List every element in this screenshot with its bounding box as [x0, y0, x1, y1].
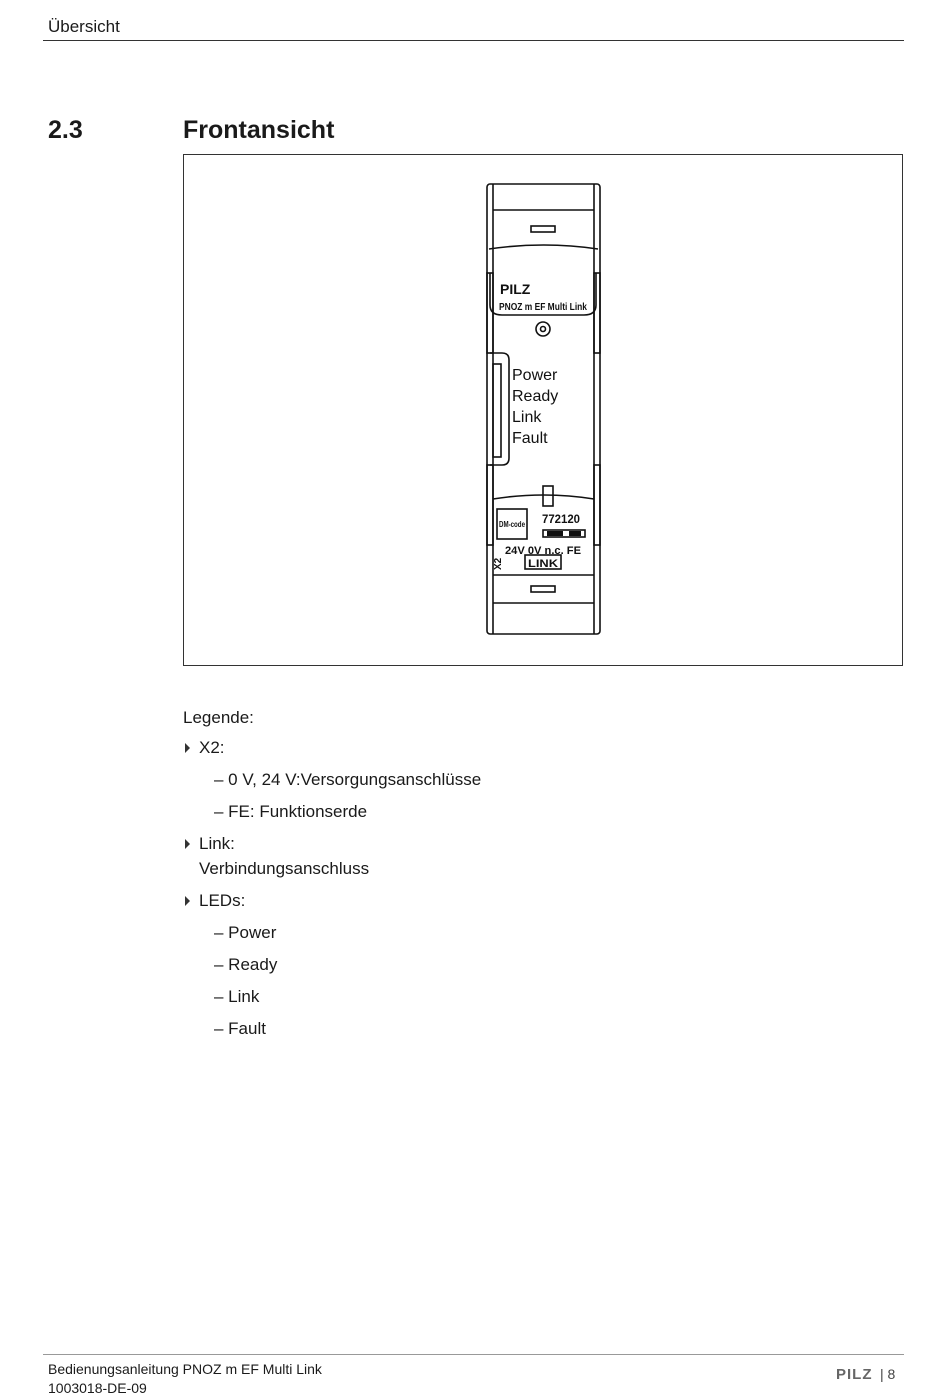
- legend-item-label: X2:: [199, 738, 225, 757]
- led-fault-label: Fault: [512, 430, 548, 447]
- header-title: Übersicht: [48, 17, 120, 36]
- footer-manual-title: Bedienungsanleitung PNOZ m EF Multi Link: [48, 1361, 322, 1377]
- legend-subitem: – Fault: [214, 1019, 266, 1038]
- legend-subitem: – Ready: [214, 955, 278, 974]
- legend-item-label: Link:: [199, 834, 235, 853]
- led-ready-label: Ready: [512, 388, 559, 405]
- legend-item-x2: [183, 738, 481, 758]
- section-title: Frontansicht: [183, 116, 335, 144]
- page-number: | 8: [880, 1366, 896, 1382]
- device-model: PNOZ m EF Multi Link: [499, 301, 588, 313]
- led-link-label: Link: [512, 409, 542, 426]
- legend-item-label: LEDs:: [199, 891, 246, 910]
- device-drawing: [184, 155, 902, 665]
- device-brand: PILZ: [500, 281, 531, 297]
- front-view-figure: [183, 154, 903, 666]
- footer-doc-number: 1003018-DE-09: [48, 1380, 147, 1396]
- bullet-triangle-icon: [185, 743, 190, 753]
- footer-logo: PILZ: [836, 1366, 873, 1383]
- legend-item-link: [183, 834, 481, 879]
- legend-title: Legende:: [183, 708, 254, 727]
- footer-divider: [43, 1354, 904, 1355]
- bullet-triangle-icon: [185, 839, 190, 849]
- section-number: 2.3: [48, 116, 83, 144]
- bullet-triangle-icon: [185, 896, 190, 906]
- terminal-labels: 24V 0V n.c. FE: [505, 545, 581, 557]
- led-power-label: Power: [512, 367, 558, 384]
- dm-code-label: DM-code: [499, 520, 526, 529]
- part-number: 772120: [542, 512, 581, 526]
- legend-subitem: – Link: [214, 987, 260, 1006]
- connector-label: X2: [493, 557, 504, 570]
- legend-item-text: Verbindungsanschluss: [199, 859, 370, 878]
- legend-subitem: – FE: Funktionserde: [214, 802, 368, 821]
- legend-subitem: – 0 V, 24 V:Versorgungsanschlüsse: [214, 770, 482, 789]
- legend-subitem: – Power: [214, 923, 277, 942]
- legend-item-leds: [183, 891, 481, 911]
- legend: [183, 708, 481, 1051]
- header-divider: [43, 40, 904, 41]
- link-port-label: LINK: [528, 558, 559, 570]
